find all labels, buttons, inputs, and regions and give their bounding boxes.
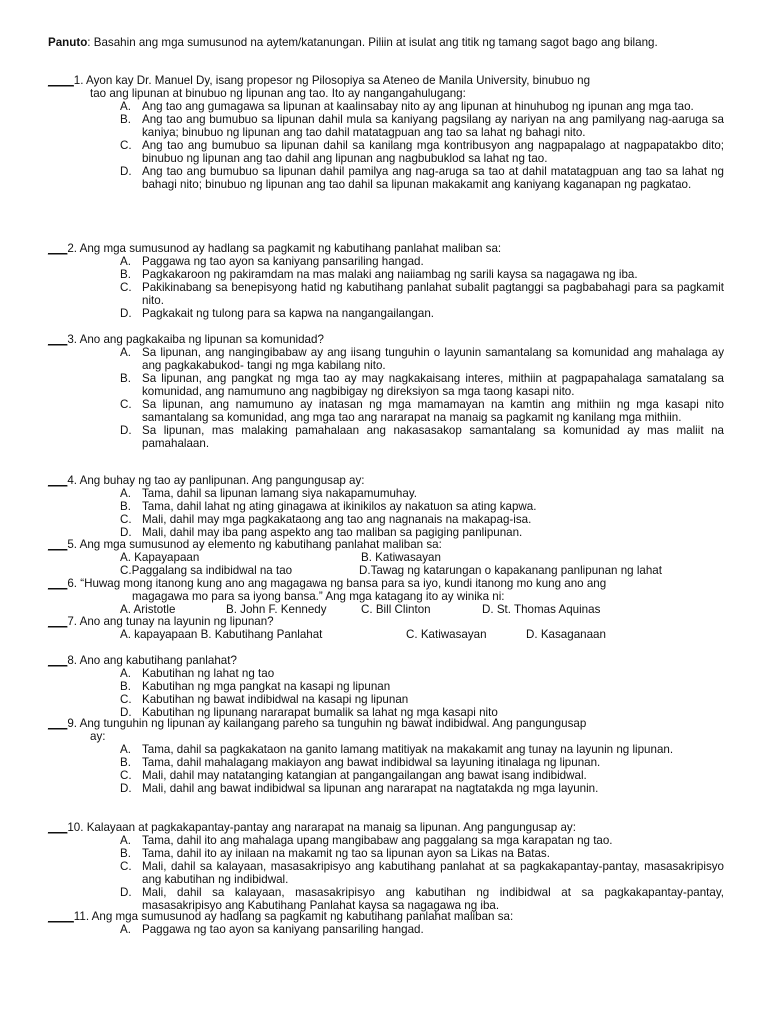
question-number: 7. [67,615,78,628]
answer-blank[interactable]: ___ [48,821,68,834]
option-letter: C. [120,139,132,152]
question-stem [48,538,728,551]
instructions-text: : Basahin ang mga sumusunod na aytem/katanungan. Piliin at isulat ang titik ng tamang sagot bago ang bilang. [87,36,658,49]
option-letter: D. [120,424,132,437]
option-a: A. Kapayapaan [120,551,200,564]
option-a [48,667,728,680]
question-stem [48,654,728,667]
option-text: Mali, dahil may iba pang aspekto ang tao maliban sa pagiging panlipunan. [142,526,523,539]
option-text: Ang tao ang bumubuo sa lipunan dahil sa kanilang mga kontribusyon ang nagpapalago at nagpapatakbo dito; binubuo ng lipunan ang tao dahil ang lipunan ang nagbubuklod sa lahat ng tao. [142,139,724,165]
option-letter: C. [120,281,132,294]
option-text: Pakikinabang sa benepisyong hatid ng kabutihang panlahat subalit pagtanggi sa pagbabahagi para sa pagkamit nito. [142,281,724,307]
option-c [48,769,728,782]
option-a [48,346,728,372]
question-stem [48,74,728,87]
option-letter: A. [120,346,131,359]
option-letter: B. [120,680,131,693]
option-d: D. Kasaganaan [526,628,606,641]
option-b [48,847,728,860]
option-d: D. St. Thomas Aquinas [482,603,601,616]
question-stem [48,821,728,834]
option-text: Sa lipunan, ang pangkat ng mga tao ay may nagkakaisang interes, mithiin at pagpapahalaga samatalang sa komunidad, ang namumuno ang nagbibigay ng direksiyon sa mga taong kasapi nito. [142,372,724,398]
instructions-label: Panuto [48,36,88,49]
option-a [48,100,728,113]
option-a [48,743,728,756]
answer-blank[interactable]: ___ [48,615,68,628]
option-text: Mali, dahil may natatanging katangian at pangangailangan ang bawat isang indibidwal. [142,769,587,782]
question-text: Ang tunguhin ng lipunan ay kailangang pareho sa tunguhin ng bawat indibidwal. Ang pangungusap [77,717,587,730]
question-stem [48,577,728,590]
option-text: Pagkakait ng tulong para sa kapwa na nangangailangan. [142,307,435,320]
question-stem [48,474,728,487]
option-c [48,398,728,424]
option-b [48,268,728,281]
option-text: Mali, dahil sa kalayaan, masasakripisyo ang kabutihan ng indibidwal at sa pagkakapantay-pantay, masasakripisyo ang Kabutihang Panlahat kaysa sa nagagawa ng iba. [142,886,724,912]
question-11 [48,910,728,936]
option-d [48,165,728,191]
question-text: Ang buhay ng tao ay panlipunan. Ang pangungusap ay: [77,474,365,487]
option-letter: D. [120,526,132,539]
answer-blank[interactable]: ___ [48,474,68,487]
answer-blank[interactable]: ____ [48,74,74,87]
option-d [48,307,728,320]
option-letter: C. [120,769,132,782]
question-text: Ayon kay Dr. Manuel Dy, isang propesor ng Pilosopiya sa Ateneo de Manila University, binubuo ng [83,74,591,87]
option-text: Tama, dahil ito ay inilaan na makamit ng tao sa lipunan ayon sa Likas na Batas. [142,847,550,860]
option-b: B. Katiwasayan [361,551,441,564]
option-text: Ang tao ang bumubuo sa lipunan dahil pamilya ang nag-aruga sa tao at dahil matatagpuan ang tao sa lahat ng bahagi nito; binubuo ng lipunan ang tao dahil sa lipunan makakamit ang kaniyang kaganapan ng pagkatao. [142,165,724,191]
question-stem [48,333,728,346]
option-text: Kabutihan ng lahat ng tao [142,667,275,680]
option-text: Tama, dahil sa pagkakataon na ganito lamang matitiyak na makakamit ang tunay na layunin ng lipunan. [142,743,674,756]
option-c: C. Katiwasayan [406,628,487,641]
option-letter: A. [120,834,131,847]
option-d [48,886,728,912]
option-a [48,923,728,936]
question-text-continued: ay: [90,730,106,743]
answer-blank[interactable]: ____ [48,910,74,923]
option-b [48,680,728,693]
answer-blank[interactable]: ___ [48,654,68,667]
question-number: 5. [67,538,78,551]
question-stem [48,242,728,255]
answer-blank[interactable]: ___ [48,717,68,730]
option-letter: A. [120,923,131,936]
option-letter: D. [120,307,132,320]
question-number: 3. [67,333,78,346]
option-text: Sa lipunan, mas malaking pamahalaan ang nakasasakop samantalang sa komunidad ay mas maliit na pamahalaan. [142,424,724,450]
option-letter: D. [120,706,132,719]
question-5 [48,538,728,577]
question-text: Ano ang kabutihang panlahat? [77,654,237,667]
option-letter: A. [120,667,131,680]
question-stem [48,717,728,730]
option-c: C. Bill Clinton [361,603,431,616]
question-text: Ano ang tunay na layunin ng lipunan? [77,615,274,628]
answer-blank[interactable]: ___ [48,538,68,551]
option-text: Ang tao ang gumagawa sa lipunan at kaalinsabay nito ay ang lipunan at hinuhubog ng ipunan ang mga tao. [142,100,694,113]
option-text: Tama, dahil lahat ng ating ginagawa at ikinikilos ay nakatuon sa ating kapwa. [142,500,537,513]
question-text: Ang mga sumusunod ay elemento ng kabutihang panlahat maliban sa: [77,538,442,551]
options-row-1 [48,551,728,564]
option-letter: B. [120,756,131,769]
option-text: Tama, dahil ito ang mahalaga upang mangibabaw ang paggalang sa mga karapatan ng tao. [142,834,613,847]
question-stem [48,910,728,923]
option-c [48,281,728,307]
question-2 [48,242,728,320]
option-text: Paggawa ng tao ayon sa kaniyang pansariling hangad. [142,923,424,936]
question-1 [48,74,728,191]
answer-blank[interactable]: ___ [48,242,68,255]
option-d [48,782,728,795]
option-b: B. John F. Kennedy [226,603,327,616]
question-text: Ano ang pagkakaiba ng lipunan sa komunidad? [77,333,324,346]
question-number: 9. [67,717,78,730]
option-text: Kabutihan ng bawat indibidwal na kasapi ng lipunan [142,693,409,706]
option-a: A. Aristotle [120,603,176,616]
question-number: 4. [67,474,78,487]
option-letter: A. [120,487,131,500]
option-text: Mali, dahil sa kalayaan, masasakripisyo ang kabutihang panlahat at sa pagkakapantay-pantay, masasakripisyo ang kabutihan ng indibidwal. [142,860,724,886]
option-letter: A. [120,100,131,113]
option-text: Tama, dahil sa lipunan lamang siya nakapamumuhay. [142,487,417,500]
question-text: Kalayaan at pagkakapantay-pantay ang nararapat na manaig sa lipunan. Ang pangungusap ay: [83,821,576,834]
option-text: Sa lipunan, ang nangingibabaw ay ang iisang tunguhin o layunin samantalang sa komunidad ang mahalaga ay ang pagkakabukod- tangi ng mga kabilang nito. [142,346,724,372]
option-b [48,756,728,769]
option-letter: D. [120,165,132,178]
option-a [48,487,728,500]
option-letter: B. [120,113,131,126]
option-letter: B. [120,268,131,281]
question-number: 6. [67,577,78,590]
option-letter: B. [120,847,131,860]
option-b [48,500,728,513]
option-text: Mali, dahil may mga pagkakataong ang tao ang nagnanais na makapag-isa. [142,513,532,526]
option-text: Mali, dahil ang bawat indibidwal sa lipunan ang nararapat na nagtatakda ng mga layunin. [142,782,599,795]
question-8 [48,654,728,719]
question-number: 8. [67,654,78,667]
question-10 [48,821,728,912]
options-row-2 [48,564,728,577]
option-d: D.Tawag ng katarungan o kapakanang panlipunan ng lahat [359,564,662,577]
option-letter: C. [120,513,132,526]
option-c [48,693,728,706]
question-number: 10. [67,821,84,834]
question-number: 11. [73,910,90,923]
instructions [48,36,724,49]
question-7 [48,615,728,641]
question-4 [48,474,728,539]
question-text-continued: magagawa mo para sa iyong bansa.” Ang mga katagang ito ay winika ni: [132,590,505,603]
option-text: Paggawa ng tao ayon sa kaniyang pansariling hangad. [142,255,424,268]
option-letter: C. [120,693,132,706]
option-letter: C. [120,398,132,411]
answer-blank[interactable]: ___ [48,333,68,346]
question-text: Ang mga sumusunod ay hadlang sa pagkamit ng kabutihang panlahat maliban sa: [89,910,514,923]
question-text: Ang mga sumusunod ay hadlang sa pagkamit ng kabutihang panlahat maliban sa: [77,242,502,255]
option-text: Pagkakaroon ng pakiramdam na mas malaki ang naiiambag ng sarili kaysa sa nagagawa ng iba. [142,268,638,281]
option-letter: A. [120,255,131,268]
question-number: 2. [67,242,78,255]
option-a [48,834,728,847]
answer-blank[interactable]: ___ [48,577,68,590]
option-a [48,255,728,268]
question-text-continued: tao ang lipunan at binubuo ng lipunan ang tao. Ito ay nangangahulugang: [90,87,466,100]
option-c: C.Paggalang sa indibidwal na tao [120,564,293,577]
question-3 [48,333,728,450]
option-text: Kabutihan ng lipunang nararapat bumalik sa lahat ng mga kasapi nito [142,706,498,719]
option-text: Sa lipunan, ang namumuno ay inatasan ng mga mamamayan na kamtin ang mithiin ng mga kasapi nito samantalang sa komunidad, ang mga tao ang nararapat na manaig sa pagkamit ng kanilang mga mithiin. [142,398,724,424]
question-9 [48,717,728,795]
option-letter: B. [120,500,131,513]
question-number: 1. [73,74,84,87]
option-c [48,860,728,886]
option-c [48,139,728,165]
option-a-b: A. kapayapaan B. Kabutihang Panlahat [120,628,323,641]
option-text: Kabutihan ng mga pangkat na kasapi ng lipunan [142,680,391,693]
option-letter: D. [120,782,132,795]
question-stem [48,615,728,628]
option-letter: D. [120,886,132,899]
question-text: “Huwag mong itanong kung ano ang magagawa ng bansa para sa iyo, kundi itanong mo kung ano ang [77,577,607,590]
options-row [48,628,728,641]
option-letter: A. [120,743,131,756]
option-text: Tama, dahil mahalagang makiayon ang bawat indibidwal sa layuning itinalaga ng lipunan. [142,756,601,769]
question-6 [48,577,728,616]
option-letter: B. [120,372,131,385]
option-b [48,113,728,139]
option-text: Ang tao ang bumubuo sa lipunan dahil mula sa kaniyang pagsilang ay nariyan na ang pamilyang nag-aaruga sa kaniya; binubuo ng lipunan ang tao dahil matatagpuan ang tao sa lahat ng bahagi nito. [142,113,724,139]
option-letter: C. [120,860,132,873]
option-b [48,372,728,398]
option-c [48,513,728,526]
option-d [48,424,728,450]
